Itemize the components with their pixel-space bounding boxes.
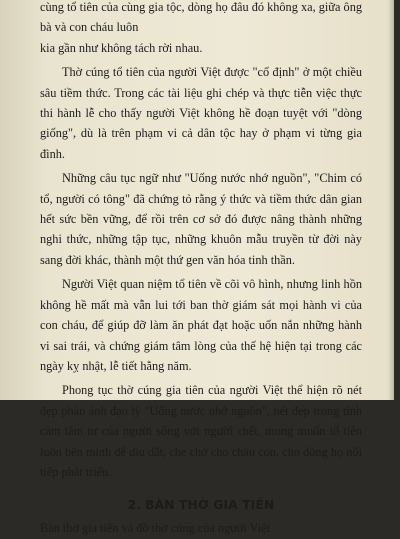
text-column [40, 0, 362, 539]
paragraph-ban-tho-start: Bàn thờ gia tiên và đồ thờ cúng của người Việt [40, 521, 271, 536]
section-number: 2. [127, 498, 142, 513]
paragraph-tuc-ngu: Những câu tục ngữ như "Uống nước nhớ nguồn", "Chim có tổ, người có tông" đã chứng tỏ rằng ý thức và tiềm thức dân gian hết sức bền vững, để rồi trên cơ sở đó được nâng thành những nghi thức, những tập tục, những khuôn mẫu truyền từ đời này sang đời khác, thành một thứ gen văn hóa tinh thần. [40, 171, 362, 267]
paragraph-tiem-thuc: Thờ cúng tổ tiên của người Việt được "cố định" ở một chiều sâu tiềm thức. Trong các tài liệu ghi chép và thực tiễn việc thực thi hành lễ cho thấy người Việt không hề đoạn tuyệt với "dòng giống", dù là trên phạm vi cả dân tộc hay ở phạm vi từng gia đình. [40, 65, 362, 161]
paragraph-phong-tuc: Phong tục thờ cúng gia tiên của người Việt thể hiện rõ nét đẹp phản ánh đạo lý "Uống nước nhớ nguồn", nét đẹp trong tình cảm tâm tư của người sống với người chết, mong muốn tổ tiên luôn bên mình để dìu dắt, che chở cho cháu con, cho dòng họ nối tiếp phát triển. [40, 383, 362, 479]
section-title: BÀN THỜ GIA TIÊN [145, 498, 275, 513]
paragraph-quan-niem: Người Việt quan niệm tổ tiên về cõi vô hình, nhưng linh hồn không hề mất mà vẫn lui tới ban thờ giám sát mọi hành vi của con cháu, để giúp đỡ làm ăn phát đạt hoặc uốn nắn những hành vi sai trái, và chứng giám tâm lòng của thế hệ hiện tại trong các ngày kỵ nhật, lễ tiết hằng năm. [40, 277, 362, 373]
paragraph-fragment-top: cùng tổ tiên của cùng gia tộc, dòng họ đâu đó không xa, giữa ông bà và con cháu luôn [40, 0, 362, 35]
paragraph-ending: kia gần như không tách rời nhau. [40, 40, 203, 55]
section-heading [40, 496, 362, 514]
